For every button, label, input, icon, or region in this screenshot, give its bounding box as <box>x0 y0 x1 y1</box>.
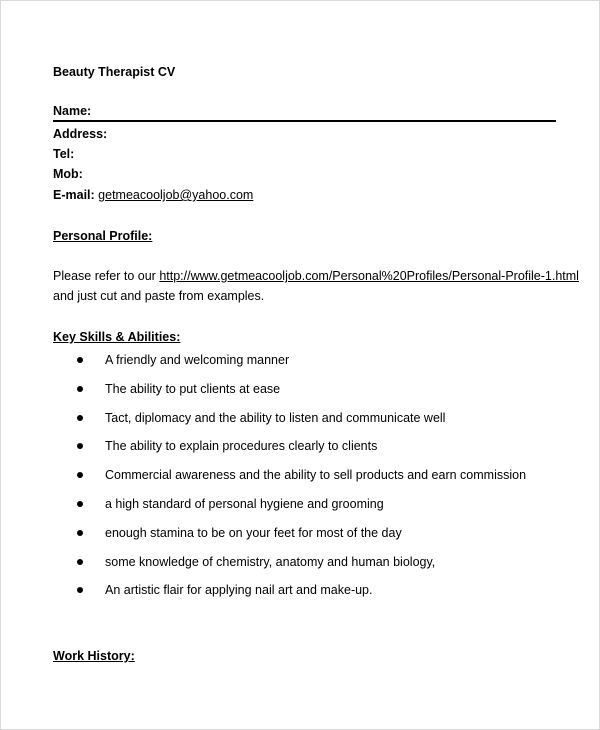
profile-link[interactable]: http://www.getmeacooljob.com/Personal%20Profiles/Personal-Profile-1.html <box>159 269 579 283</box>
address-field <box>53 126 107 142</box>
email-field <box>53 187 253 203</box>
mob-field <box>53 166 83 182</box>
bullet-icon <box>77 357 83 363</box>
bullet-icon <box>77 559 83 565</box>
document-title: Beauty Therapist CV <box>53 65 176 79</box>
profile-text-line-1 <box>53 266 579 286</box>
mob-label: Mob: <box>53 167 83 181</box>
skill-text: enough stamina to be on your feet for most of the day <box>105 525 402 540</box>
tel-label: Tel: <box>53 147 75 161</box>
address-label: Address: <box>53 127 108 141</box>
work-history-heading: Work History: <box>53 649 135 663</box>
skill-text: The ability to put clients at ease <box>105 381 281 396</box>
skill-text: An artistic flair for applying nail art and make-up. <box>105 583 373 598</box>
personal-profile-heading: Personal Profile: <box>53 229 153 243</box>
key-skills-heading: Key Skills & Abilities: <box>53 330 181 344</box>
skill-text: A friendly and welcoming manner <box>105 353 290 367</box>
bullet-icon <box>77 501 83 507</box>
profile-text-intro: Please refer to our <box>53 269 160 283</box>
skill-text: Tact, diplomacy and the ability to listen and communicate well <box>105 410 446 425</box>
skill-text: a high standard of personal hygiene and grooming <box>105 496 384 511</box>
skill-text: some knowledge of chemistry, anatomy and human biology, <box>105 554 436 569</box>
skill-text: The ability to explain procedures clearly to clients <box>105 439 378 454</box>
email-label: E-mail: <box>53 188 95 202</box>
name-label: Name: <box>53 104 92 118</box>
email-link[interactable]: getmeacooljob@yahoo.com <box>98 188 254 202</box>
name-field-row <box>53 103 556 122</box>
tel-field <box>53 146 74 162</box>
profile-text-line-2: and just cut and paste from examples. <box>53 289 265 303</box>
bullet-icon <box>77 415 83 421</box>
skill-text: Commercial awareness and the ability to sell products and earn commission <box>105 468 527 483</box>
bullet-icon <box>77 530 83 536</box>
bullet-icon <box>77 386 83 392</box>
